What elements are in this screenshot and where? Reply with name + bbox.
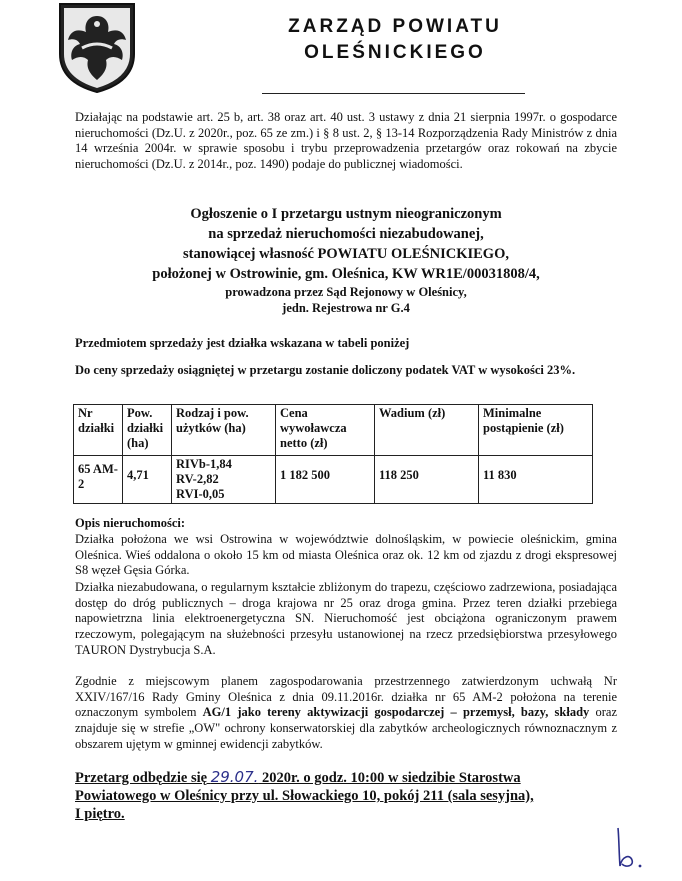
cell-parcel-no: 65 AM-2	[74, 456, 123, 504]
zoning-paragraph	[75, 674, 617, 753]
header-divider	[262, 93, 525, 94]
col-header-parcel-no: Nr działki	[74, 405, 123, 456]
auction-line-2: Powiatowego w Oleśnicy przy ul. Słowackiego 10, pokój 211 (sala sesyjna),	[75, 788, 534, 804]
handwritten-signature	[610, 826, 660, 871]
cell-starting-price: 1 182 500	[276, 456, 375, 504]
announcement-line-5: prowadzona przez Sąd Rejonowy w Oleśnicy,	[225, 285, 467, 299]
announcement-title	[75, 204, 617, 284]
col-header-land-use: Rodzaj i pow. użytków (ha)	[172, 405, 276, 456]
announcement-line-1: Ogłoszenie o I przetargu ustnym nieograniczonym	[190, 206, 502, 222]
col-header-deposit: Wadium (zł)	[375, 405, 479, 456]
zoning-symbol: AG/1 jako tereny aktywizacji gospodarczej – przemysł, bazy, składy	[202, 705, 590, 720]
announcement-subtitle	[75, 284, 617, 316]
announcement-line-3: stanowiącej własność POWIATU OLEŚNICKIEGO,	[182, 246, 509, 262]
land-use-item: RIVb-1,84	[176, 457, 232, 471]
announcement-line-2: na sprzedaż nieruchomości niezabudowanej,	[208, 226, 484, 242]
auction-line-3: I piętro.	[75, 806, 125, 822]
cell-min-increment: 11 830	[479, 456, 593, 504]
col-header-min-increment: Minimalne postąpienie (zł)	[479, 405, 593, 456]
handwritten-date: 29.07.	[210, 768, 259, 786]
land-use-item: RV-2,82	[176, 472, 219, 486]
auction-line-1	[75, 768, 617, 787]
auction-text-before-date: Przetarg odbędzie się	[75, 770, 211, 786]
cell-deposit: 118 250	[375, 456, 479, 504]
col-header-starting-price: Cena wywoławcza netto (zł)	[276, 405, 375, 456]
auction-info	[75, 768, 617, 823]
zoning-text-1: Zgodnie z miejscowym planem zagospodarowania przestrzennego zatwierdzonym uchwałą Nr XXIV/167/16 Rady Gminy Oleśnica z dnia 09.11.2016r. działka nr 65 AM-2 położona na terenie oznaczonym symbolem	[75, 674, 617, 720]
legal-basis-paragraph: Działając na podstawie art. 25 b, art. 38 oraz art. 40 ust. 3 ustawy z dnia 21 sierpnia 1997r. o gospodarce nieruchomości (Dz.U. z 2020r., poz. 65 ze zm.) i § 8 ust. 2, § 13-14 Rozporządzenia Rady Ministrów z dnia 14 września 2004r. w sprawie sposobu i trybu przeprowadzenia przetargów oraz rokowań na zbycie nieruchomości (Dz.U. z 2014r., poz. 1490) podaje do publicznej wiadomości.	[75, 110, 617, 172]
col-header-area: Pow. działki (ha)	[123, 405, 172, 456]
coat-of-arms-icon	[58, 2, 136, 94]
announcement-line-6: jedn. Rejestrowa nr G.4	[282, 301, 410, 315]
sale-subject: Przedmiotem sprzedaży jest działka wskazana w tabeli poniżej	[75, 336, 410, 350]
zoning-text-2: oraz znajduje się w strefie „OW" ochrony konserwatorskiej dla zabytków archeologicznych równoznacznym z obszarem ujętym w gminnej ewidencji zabytków.	[75, 705, 618, 751]
property-table	[73, 404, 593, 504]
cell-area: 4,71	[123, 456, 172, 504]
authority-name-line-2: OLEŚNICKIEGO	[304, 42, 486, 63]
description-paragraph-1: Działka położona we wsi Ostrowina w województwie dolnośląskim, w powiecie oleśnickim, gmina Oleśnica. Wieś oddalona o około 15 km od miasta Oleśnica oraz ok. 12 km od zjazdu z drogi ekspresowej S8 węzeł Gęsia Górka.	[75, 532, 617, 578]
table-header-row	[74, 405, 593, 456]
land-use-item: RVI-0,05	[176, 487, 225, 501]
description-paragraph-2: Działka niezabudowana, o regularnym kształcie zbliżonym do trapezu, częściowo zadrzewiona, posiadająca dostęp do dróg publicznych – droga krajowa nr 25 oraz droga gmina. Przez teren działki przebiega napowietrzna linia elektroenergetyczna SN. Nieruchomość jest obciążona ograniczonym prawem rzeczowym, polegającym na służebności przesyłu ustanowionej na rzecz przedsiębiorstwa przesyłowego TAURON Dystrybucja S.A.	[75, 580, 617, 657]
announcement-line-4: położonej w Ostrowinie, gm. Oleśnica, KW WR1E/00031808/4,	[152, 266, 540, 282]
auction-text-after-date: 2020r. o godz. 10:00 w siedzibie Starostwa	[258, 770, 521, 786]
description-title: Opis nieruchomości:	[75, 516, 186, 530]
authority-name-line-1: ZARZĄD POWIATU	[288, 16, 502, 37]
cell-land-use	[172, 456, 276, 504]
vat-note: Do ceny sprzedaży osiągniętej w przetargu zostanie doliczony podatek VAT w wysokości 23%.	[75, 363, 576, 377]
table-row	[74, 456, 593, 504]
